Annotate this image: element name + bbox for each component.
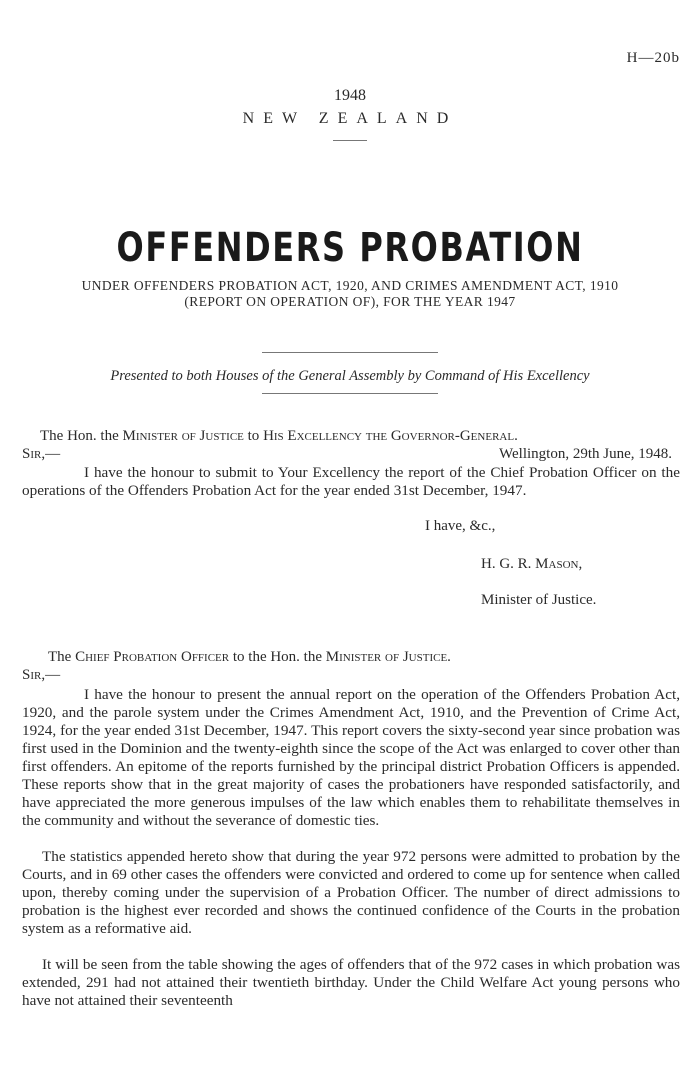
document-year: 1948 xyxy=(334,87,366,104)
letter1-dateline: Wellington, 29th June, 1948. xyxy=(499,446,672,462)
letter1-address-minister: Minister of Justice xyxy=(122,428,244,444)
letter2-address-prefix: The xyxy=(48,649,76,665)
letter1-address xyxy=(40,428,518,445)
letter1-signatory: H. G. R. Mason, xyxy=(481,556,583,572)
letter2-address-to: to the Hon. the xyxy=(229,649,326,665)
subtitle-line-1: UNDER OFFENDERS PROBATION ACT, 1920, AND CRIMES AMENDMENT ACT, 1910 xyxy=(81,278,619,293)
letter1-salutation: Sir,— xyxy=(22,446,61,462)
presented-divider-top xyxy=(262,352,438,353)
presented-divider-bottom xyxy=(262,393,438,394)
letter2-address-sender: Chief Probation Officer xyxy=(75,649,230,665)
letter1-address-end: . xyxy=(514,428,518,444)
subtitle-line-2: (REPORT ON OPERATION OF), FOR THE YEAR 1947 xyxy=(184,294,516,309)
letter2-paragraph-3: It will be seen from the table showing the ages of offenders that of the 972 cases in which probation was extended, 291 had not attained their twentieth birthday. Under the Child Welfare Act young persons who have not attained their seventeenth xyxy=(22,956,680,1009)
letter1-body: I have the honour to submit to Your Excellency the report of the Chief Probation Officer on the operations of the Offenders Probation Act for the year ended 31st December, 1947. xyxy=(22,464,680,499)
letter1-address-to: to xyxy=(243,428,264,444)
letter2-address-recipient: Minister of Justice xyxy=(325,649,448,665)
letter2-paragraph-2: The statistics appended hereto show that during the year 972 persons were admitted to probation by the Courts, and in 69 other cases the offenders were convicted and ordered to come up for sentence when called upon, thereby coming under the supervision of a Probation Officer. The number of direct admissions to probation is the highest ever recorded and shows the continued confidence of the Courts in the probation system as a reformative aid. xyxy=(22,848,680,937)
letter2-address-end: . xyxy=(447,649,451,665)
heading-divider xyxy=(333,140,367,141)
letter1-closing: I have, &c., xyxy=(425,518,496,534)
document-reference: H—20b xyxy=(626,50,680,66)
letter1-signatory-title: Minister of Justice. xyxy=(481,592,597,608)
letter2-paragraph-1: I have the honour to present the annual report on the operation of the Offenders Probation Act, 1920, and the parole system under the Crimes Amendment Act, 1910, and the Prevention of Crime Act, 1924, for the year ended 31st December, 1947. This report covers the sixty-second year since probation was first used in the Dominion and the twenty-eighth since the scope of the Act was enlarged to cover other than first offenders. An epitome of the reports furnished by the principal district Probation Officers is appended. These reports show that in the great majority of cases the probationers have responded satisfactorily, and have appreciated the more generous impulses of the law which enables them to rehabilitate themselves in the community and without the severance of domestic ties. xyxy=(22,686,680,829)
letter2-salutation: Sir,— xyxy=(22,667,61,683)
letter2-address xyxy=(48,649,451,666)
country-heading: NEW ZEALAND xyxy=(242,110,458,127)
document-title: OFFENDERS PROBATION xyxy=(116,225,584,271)
letter1-address-prefix: The Hon. the xyxy=(40,428,123,444)
presented-statement: Presented to both Houses of the General Assembly by Command of His Excellency xyxy=(110,368,590,384)
letter1-address-recipient: His Excellency the Governor-General xyxy=(263,428,515,444)
